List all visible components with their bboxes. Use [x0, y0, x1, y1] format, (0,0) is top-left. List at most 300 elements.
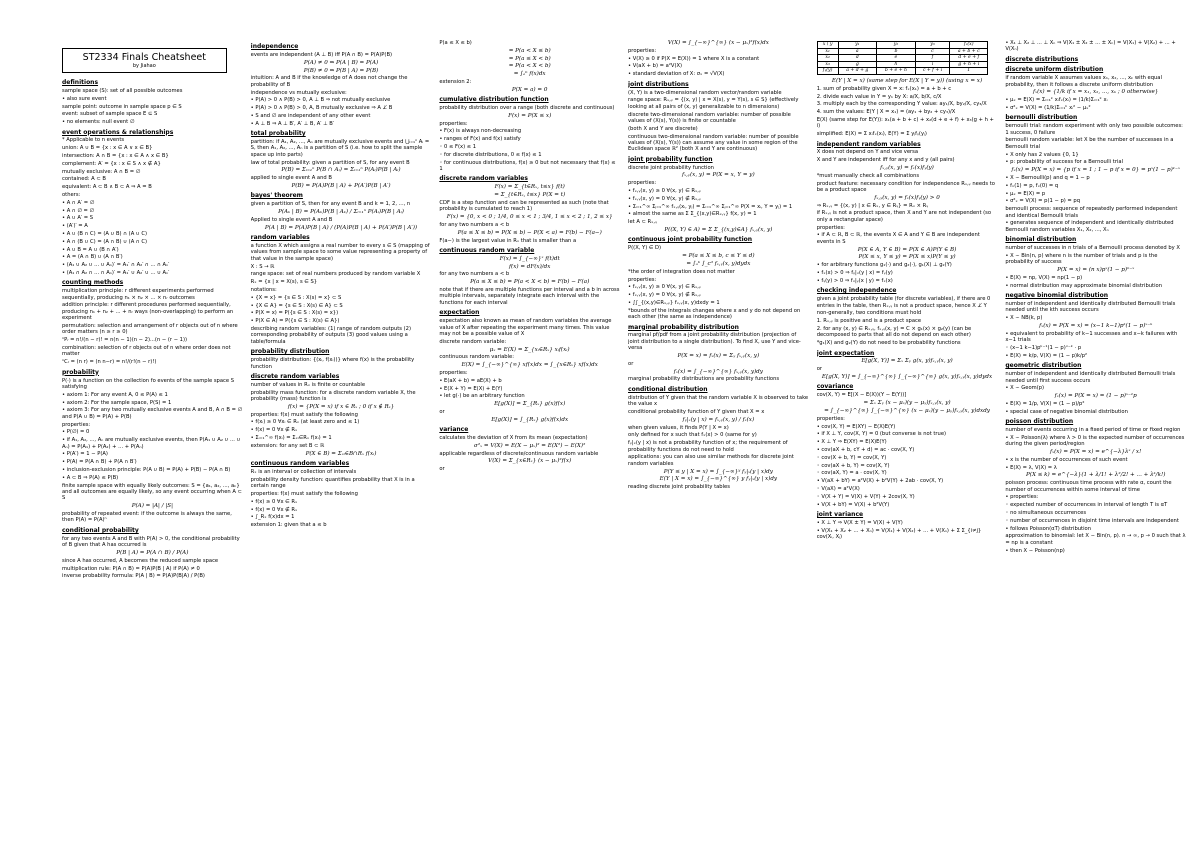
text-line: or [816, 366, 822, 373]
formula: E[g(X)] = ∫_{Rₓ} g(x)f(x)dx [491, 416, 569, 423]
text-line: note that if there are multiple functions per interval and a b in across multiple intervals, separately integrate each interval with the functions for each interval [439, 287, 620, 306]
section [439, 96, 620, 172]
text-line: • X only has 2 values {0, 1} [1005, 151, 1079, 158]
text-line: 2. for any (x, y) ∈ Rₓ,ᵧ, fₓ,ᵧ(x, y) = C × g₁(x) × g₂(y) (can be decomposed to parts that all do not depend on each other) [816, 325, 972, 339]
section [251, 43, 432, 127]
text-line: applications: you can also use similar methods for discrete joint random variables [628, 454, 794, 467]
table-cell: x₂ [817, 55, 838, 62]
formula: F(x) = ∫_{−∞}ˣ f(t)dt [499, 255, 560, 262]
formula: P((X, Y) ∈ A) = Σ Σ_{(x,y)∈A} fₓ,ᵧ(x, y) [664, 227, 773, 233]
table-cell: g [838, 61, 877, 68]
formula: E[g(X, Y)] = Σₓ Σᵧ g(x, y)fₓ,ᵧ(x, y) [861, 358, 953, 365]
text-line: • σ²ₓ = V(X) = (1/k)Σᵢ₌₁ᵏ xᵢ² − μₓ² [1005, 104, 1091, 111]
column-1-sections [62, 79, 243, 580]
section-title: discrete random variables [250, 372, 340, 380]
text-line: ⇒ Rₓ,ᵧ = {(x, y) | x ∈ Rₓ, y ∈ Rᵧ} = Rₓ × Rᵧ [816, 202, 929, 209]
column-6 [1005, 40, 1186, 841]
text-line: or [439, 466, 445, 473]
column-2 [251, 40, 432, 841]
text-line: • follows Poisson(αT) distribution [1005, 525, 1091, 532]
text-line: • X ∼ Geom(p) [1005, 385, 1045, 392]
text-line: ◦ V(X + Y) = V(X) + V(Y) + 2cov(X, Y) [816, 493, 915, 500]
text-line: only defined for x such that fₓ(x) > 0 (same for y) [628, 432, 757, 439]
table-cell: y₁ [838, 42, 877, 49]
formula: P(X = a) = 0 [511, 86, 548, 93]
text-line: reading discrete joint probability tables [628, 484, 730, 491]
formula: fₓ(x) = {1/k if x = x₁, x₂, ..., xₖ ; 0 otherwise} [1033, 89, 1159, 96]
section [251, 348, 432, 370]
section [251, 192, 432, 231]
column-6-sections [1005, 40, 1186, 554]
formula: P(X ∈ B) = Σₓᵢ∈B∩Rₓ f(xᵢ) [305, 450, 377, 457]
section-title: joint expectation [816, 349, 875, 357]
text-line: product feature: necessary condition for independence Rₓ,ᵧ needs to be a product space [816, 180, 995, 194]
text-line: • V(aX + b) = a²V(X) [628, 63, 683, 70]
text-line: simplified: E(X) = Σ xᵢfₓ(xᵢ), E(Y) = Σ yⱼfᵧ(yⱼ) [816, 131, 927, 138]
table-cell: d + e + f [950, 55, 988, 62]
text-line: number of values in Rₓ is finite or countable [250, 381, 366, 388]
section [62, 279, 243, 365]
section-title: expectation [439, 309, 480, 317]
table-cell: c + f + i [915, 68, 950, 75]
column-3-sections [439, 40, 620, 473]
text-line: • A ∩ A′ = ∅ [62, 199, 95, 206]
formula: fₓ(x) = P(X = x) = (x−1 k−1)pᵏ(1 − p)ˣ⁻ᵏ [1039, 323, 1153, 330]
text-line: • Σᵢ₌₁^∞ f(xᵢ) = Σₓᵢ∈Rₓ f(xᵢ) = 1 [250, 435, 332, 442]
section [1005, 362, 1186, 415]
section [628, 386, 809, 491]
text-line: • x is the number of occurrences of such event [1005, 456, 1128, 463]
text-line: • V(X₁ + X₂ + ... + Xₙ) = V(X₁) + V(X₂) + ... + V(Xₙ) + Σ Σ_{i≠j} cov(Xᵢ, Xⱼ) [816, 527, 982, 541]
section-title: marginal probability distribution [628, 323, 739, 331]
column-5 [817, 40, 998, 841]
formula: P(X ≤ k) = e^{−λ}(1 + λ/1! + λ²/2! + ... + λᵏ/k!) [1026, 472, 1166, 479]
text-line: partition: if A₁, A₂, ..., Aₙ are mutually exclusive events and ⋃ᵢ₌₁ⁿ Aᵢ = S, then A₁, A₂, ..., Aₙ is a partition of S (i.e. how to split the sample space up into parts) [250, 139, 430, 158]
text-line: properties: f(x) must satisfy the following [250, 411, 358, 418]
section [62, 369, 243, 524]
formula: P(Y ≤ y | X = x) = ∫_{−∞}ʸ fᵧ|ₓ(y | x)dy [663, 468, 773, 475]
text-line: non-generally, two conditions must hold [816, 310, 922, 317]
text-line: • properties: [1005, 494, 1039, 501]
section [628, 236, 809, 320]
table-row [817, 61, 988, 68]
text-line: 2. divide each value in Y = y₁ by X: a/X, b/X, c/X [816, 93, 942, 100]
formula: P(a ≤ X ≤ b) = P(X ≤ b) − P(X < a) = F(b) − F(a−) [457, 229, 602, 236]
formula: P(A | B) = P(A)P(B | A) / (P(A)P(B | A) + P(A′)P(B | A′)) [264, 224, 418, 231]
text-line: ◦ number of occurrences in disjoint time intervals are independent [1005, 517, 1179, 524]
table-cell: d [838, 55, 877, 62]
section-title: continuous random variables [250, 460, 350, 468]
text-line: poisson process: continuous time process with rate α, count the number of occurrences within some interval of time [1005, 480, 1172, 493]
text-line: since A has occurred, A becomes the reduced sample space [62, 557, 219, 564]
section-title: discrete random variables [439, 175, 528, 183]
text-line: • P(A) = P(A ∩ B) + P(A ∩ B′) [62, 459, 137, 466]
formula: = ∫ₐᵇ ∫_cᵈ fₓ,ᵧ(x, y)dydx [686, 260, 751, 267]
text-line: intuition: A and B if the knowledge of A does not change the probability of B [250, 75, 408, 88]
text-line: • fₓ,ᵧ(x, y) ≥ 0 ∀(x, y) ∈ Rₓ,ᵧ [628, 188, 701, 195]
text-line: • generates sequence of independent and identically distributed Bernoulli random variables X₁, X₂, ..., Xₙ [1005, 220, 1174, 233]
text-line: • E(aX + b) = aE(X) + b [439, 377, 502, 384]
formula: μₓ = E(X) = Σ_{xᵢ∈Rₓ} xᵢf(xᵢ) [489, 346, 570, 353]
formula: fₓ,ᵧ(x, y) = P(X = x, Y = y) [682, 172, 755, 179]
text-line: 1. Rₓ,ᵧ is positive and is a product space [816, 318, 922, 325]
text-line: multiplication principle: r different experiments performed sequentially, producing n₁ × n₂ × ... × nᵣ outcomes [62, 288, 214, 301]
section-title: geometric distribution [1005, 362, 1082, 370]
table-row [817, 68, 988, 75]
text-line: • A ⊥ B ⇒ A ⊥ B′, A′ ⊥ B, A′ ⊥ B′ [250, 120, 335, 127]
formula: P(B) ≠ 0 ⇒ P(B | A) = P(B) [303, 67, 379, 74]
title-box [62, 48, 227, 73]
formula: fᵧ|ₓ(y | x) = fₓ,ᵧ(x, y) / fₓ(x) [682, 416, 755, 423]
text-line: Rₓ = {x | x = X(s), s ∈ S} [250, 279, 318, 286]
formula: E[g(X)] = Σ_{Rₓ} g(x)f(x) [494, 401, 566, 408]
formula: E[g(X, Y)] = ∫_{−∞}^{∞} ∫_{−∞}^{∞} g(x, y)fₓ,ᵧ(x, y)dydx [821, 374, 993, 381]
text-line: • X ⊥ Y ⇒ V(X ± Y) = V(X) + V(Y) [816, 519, 903, 526]
text-line: inverse probability formula: P(A | B) = P(A)P(B|A) / P(B) [62, 573, 205, 580]
text-line: • ranges of F(x) and f(x) satisfy [439, 136, 521, 143]
table-cell: y₃ [915, 42, 950, 49]
section [628, 156, 809, 234]
section [817, 350, 998, 381]
text-line: • σ²ₓ = V(X) = p(1 − p) = pq [1005, 198, 1080, 205]
section [1005, 418, 1186, 554]
text-line: fᵧ|ₓ(y | x) is not a probability function of x; the requirement of probability functions do not need to hold [628, 440, 788, 453]
text-line: bernoulli process: sequence of repeatedly performed independent and identical Bernoulli trials [1005, 206, 1178, 219]
text-line: • fₓ,ᵧ(x, y) = 0 ∀(x, y) ∉ Rₓ,ᵧ [628, 292, 701, 299]
section [62, 129, 243, 277]
section [628, 81, 809, 153]
text-line: properties: [628, 276, 657, 283]
text-line: • p: probability of success for a Bernoulli trial [1005, 159, 1124, 166]
table-row [817, 55, 988, 62]
section-title: event operations & relationships [62, 128, 174, 136]
table-cell: 1 [950, 68, 988, 75]
text-line: number of successes in n trials of a Bernoulli process denoted by X [1005, 245, 1180, 252]
text-line: for any two events A and B with P(A) > 0, the conditional probability of B given that A has occurred is [62, 535, 240, 549]
text-line: ◦ no simultaneous occurrences [1005, 510, 1087, 517]
text-line: • S and ∅ are independent of any other event [250, 112, 371, 119]
text-line: • cov(aX + b, cY + d) = ac · cov(X, Y) [816, 446, 915, 453]
table-cell: b [877, 48, 916, 55]
text-line: • P(A) > 0 ∧ P(B) > 0, A, B mutually exclusive ⇒ A ⊥̸ B [250, 105, 393, 112]
text-line: • A = (A ∩ B) ∪ (A ∩ B′) [62, 254, 123, 261]
column-4-sections [628, 40, 809, 491]
text-line: • fₓ(1) = p, fₓ(0) = q [1005, 182, 1059, 189]
text-line: a function X which assigns a real number to every s ∈ S (mapping of values from sample space to some value representing a property of that value in the sample space) [250, 243, 430, 262]
text-line: event: subset of sample space E ⊆ S [62, 111, 158, 118]
text-line: ◦ for continuous distributions, f(x) ≥ 0 but not necessary that f(x) ≤ 1 [439, 159, 616, 173]
text-line: • then X ∼ Poisson(np) [1005, 547, 1065, 554]
text-line: addition principle: r different procedures performed sequentially, producing n₁ + n₂ + ... + nᵣ ways (non-overlapping) to perform an experiment [62, 302, 234, 322]
section [1005, 292, 1186, 359]
section-title: joint probability function [628, 155, 713, 163]
text-line: • fₓ(x) > 0 ⇒ fᵧ|ₓ(y | x) = fᵧ(y) [816, 270, 893, 277]
table-cell: c [915, 48, 950, 55]
text-line: • μₓ = E(X) = Σᵢ₌₁ᵏ xᵢfₓ(xᵢ) = (1/k)Σᵢ₌₁ᵏ xᵢ [1005, 97, 1108, 104]
formula: P(X ≤ x, Y ≤ y) = P(X ≤ x)P(Y ≤ y) [858, 254, 956, 261]
text-line: • A ∩ ∅ = ∅ [62, 207, 95, 214]
formula: = ∫ₐᵇ f(x)dx [513, 71, 546, 78]
text-line: • if A ⊂ ℝ, B ⊂ ℝ, the events X ∈ A and Y ∈ B are independent events in S [816, 232, 980, 245]
text-line: law of total probability: given a partition of S, for any event B [250, 159, 410, 166]
section [628, 40, 809, 78]
text-line: • f(x) = 0 ∀x ∉ Rₓ [250, 427, 298, 434]
text-line: properties: [628, 47, 657, 54]
joint-probability-table [817, 41, 989, 75]
section-title: probability distribution [250, 348, 330, 356]
text-line: • E(X) = k/p, V(X) = (1 − p)k/p² [1005, 352, 1088, 359]
section [251, 130, 432, 189]
text-line: (X, Y) is a two-dimensional random vector/random variable [628, 89, 782, 96]
section-title: bernoulli distribution [1005, 114, 1078, 122]
section-title: joint distributions [628, 80, 689, 88]
formula: F(x) = {0, x < 0 ; 1/4, 0 ≤ x < 1 ; 3/4, 1 ≤ x < 2 ; 1, 2 ≤ x} [446, 214, 613, 221]
text-line: approximation to binomial: let X ∼ Bin(n, p). n → ∞, p → 0 such that λ = np is a constant [1005, 533, 1186, 546]
text-line: probability distribution over a range (both discrete and continuous) [439, 105, 615, 112]
formula: fₓ(x) = P(X = x) = e^{−λ}λˣ / x! [1050, 449, 1142, 456]
text-line: 4. sum the values: E(Y | X = x₁) = (ay₁ + by₂ + cy₃)/X [816, 109, 956, 116]
text-line: 3. multiply each by the corresponding Y value: ay₁/X, by₂/X, cy₃/X [816, 101, 987, 108]
text-line: E(X) (same step for E(Y)): x₁(a + b + c) + x₂(d + e + f) + x₃(g + h + i) [816, 116, 994, 130]
formula: F(x) = P(X ≤ x) [508, 112, 552, 119]
text-line: • f(x) = 0 ∀x ∉ Rₓ [250, 506, 298, 513]
text-line: range space: Rₓ,ᵧ = {(x, y) | x = X(s), y = Y(s), s ∈ S} (effectively looking at all pairs of (x, y) generalizable to n dimensions) [628, 97, 799, 110]
section-title: variance [439, 426, 469, 434]
text-line: probability density function: quantifies probability that X is in a certain range [250, 476, 415, 490]
text-line: expectation also known as mean of random variables the average value of X after repeating the experiment many times. This value may not be a possible value of X [439, 318, 612, 338]
text-line: equivalent: A ⊂ B ∧ B ⊂ A ⇒ A = B [62, 184, 152, 191]
text-line: • Σᵢ₌₁^∞ Σⱼ₌₁^∞ fₓ,ᵧ(xᵢ, yⱼ) = Σᵢ₌₁^∞ Σⱼ₌₁^∞ P(X = xᵢ, Y = yⱼ) = 1 [628, 203, 793, 210]
section [817, 511, 998, 541]
table-cell: x₃ [817, 61, 838, 68]
text-line: mutually exclusive: A ∩ B = ∅ [62, 168, 141, 175]
section-title: joint variance [816, 510, 864, 518]
text-line: finite sample space with equally likely outcomes: S = {a₁, a₂, ..., aₖ} and all outcomes are equally likely, so any event occurring when A ⊂ S [62, 482, 242, 502]
text-line: ◦ (x−1 k−1)pᵏ⁻¹(1 − p)ˣ⁻ᵏ · p [1005, 345, 1082, 352]
formula: E(Y | X = x) = ∫_{−∞}^{∞} y fᵧ|ₓ(y | x)dy [659, 476, 778, 483]
table-row [817, 48, 988, 55]
text-line: • X ∼ NB(k, p) [1005, 315, 1043, 322]
text-line: • P(A) > 0 ∧ P(B) > 0, A ⊥ B ⇒ not mutually exclusive [250, 97, 391, 104]
text-line: • if A₁, A₂, ..., Aₙ are mutually exclusive events, then P(A₁ ∪ A₂ ∪ ... ∪ Aₙ) = P(A₁) + P(A₂) + ... + P(Aₙ) [62, 437, 241, 450]
section [439, 309, 620, 423]
formula: fₓ(x) = P(X = x) = (1 − p)ˣ⁻¹p [1054, 393, 1137, 400]
formula: P(a ≤ X ≤ b) = P(a < X < b) = F(b) − F(a) [470, 279, 590, 286]
section [439, 175, 620, 244]
text-line: ◦ 0 ≤ F(x) ≤ 1 [439, 144, 477, 151]
section-title: checking independence [816, 287, 897, 295]
text-line: • V(aX + bY) = a²V(X) + b²V(Y) + 2ab · cov(X, Y) [816, 478, 944, 485]
text-line: X : S → ℝ [250, 263, 275, 270]
text-line: bernoulli trial: random experiment with only two possible outcomes: 1 success, 0 failure [1005, 123, 1183, 136]
table-cell: i [915, 61, 950, 68]
text-line: number of independent and identically distributed Bernoulli trials needed until the kth success occurs [1005, 301, 1176, 314]
text-line: • cov(X, Y) = E(XY) − E(X)E(Y) [816, 423, 896, 430]
formula: f(x) = dF(x)/dx [508, 263, 551, 270]
text-line: • almost the same as Σ Σ_{(x,y)∈Rₓ,ᵧ} f(x, y) = 1 [628, 211, 757, 218]
text-line: • f(xᵢ) ≥ 0 ∀xᵢ ∈ Rₓ (at least zero and ≤ 1) [250, 419, 360, 426]
table-cell: fᵧ(y) [817, 68, 838, 75]
text-line: • (A₁ ∩ A₂ ∩ ... ∩ Aₙ)′ = A₁′ ∪ A₂′ ∪ ... ∪ Aₙ′ [62, 269, 170, 276]
text-line: describing random variables: (1) range of random outputs (2) corresponding probability of outputs (3) good values using a table/formula [250, 326, 412, 345]
text-line: • X ∼ Bernoulli(p) and q = 1 − p [1005, 175, 1090, 182]
section [439, 247, 620, 306]
text-line: probability mass function: for a discrete random variable X, the probability (mass) function is [250, 389, 416, 403]
section-title: cumulative distribution function [439, 96, 549, 104]
text-line: extension 2: [439, 78, 472, 85]
formula: P(X ∈ A, Y ∈ B) = P(X ∈ A)P(Y ∈ B) [857, 246, 957, 253]
section [628, 324, 809, 383]
text-line: • ∫_Rₓ f(x)dx = 1 [250, 514, 295, 521]
text-line: notations: [250, 287, 277, 294]
text-line: • no elements: null event ∅ [62, 119, 135, 126]
table-cell: a [838, 48, 877, 55]
text-line: permutation: selection and arrangement of r objects out of n where order matters (n ≥ r ≥ 0) [62, 323, 238, 336]
section-title: probability [62, 368, 99, 376]
text-line: • V(X + bY) = V(X) + b²V(Y) [816, 501, 890, 508]
section [1005, 66, 1186, 111]
text-line: • special case of negative binomial distribution [1005, 408, 1128, 415]
text-line: ⁿPᵣ = n!/(n − r)! = n(n − 1)(n − 2)...(n − (r − 1)) [62, 337, 188, 344]
section-title: poisson distribution [1005, 418, 1074, 426]
text-line: properties: f(x) must satisfy the following [250, 490, 358, 497]
text-line: ◦ V(aX) = a²V(X) [816, 485, 860, 492]
section [251, 373, 432, 457]
section [439, 426, 620, 473]
table-cell: h [877, 61, 916, 68]
text-line: • P(∅) = 0 [62, 429, 90, 436]
formula: fₓ,ᵧ(x, y) = fₓ(x)fᵧ(y) > 0 [874, 194, 940, 201]
section-title: total probability [250, 130, 306, 138]
table-cell: a + b + c [950, 48, 988, 55]
formula: = P(a < X < b) [508, 63, 551, 70]
text-line: discrete two-dimensional random variable: number of possible values of (X(s), Y(s)) is finite or countable [628, 111, 791, 124]
text-line: *the order of integration does not matter [628, 268, 735, 275]
formula: F(x) = Σ_{t∈Rₓ, t≤x} f(t) [494, 184, 565, 191]
table-cell: f [915, 55, 950, 62]
text-line: given a partition of S, then for any event B and k = 1, 2, ..., n [250, 201, 411, 208]
column-3 [439, 40, 620, 841]
text-line: applied to single event A and B [250, 175, 332, 182]
text-line: conditional probability function of Y given that X = x [628, 408, 765, 415]
text-line: for any two numbers a < b [439, 221, 510, 228]
text-line: *must manually check all combinations [816, 172, 920, 179]
text-line: if Rₓ,ᵧ is not a product space, then X and Y are not independent (so only a rectangular space) [816, 210, 992, 223]
text-line: * Applicable to n events [62, 137, 125, 144]
text-line: properties: [816, 415, 845, 422]
text-line: calculates the deviation of X from its mean (expectation) [439, 435, 588, 442]
text-line: discrete joint probability function [628, 164, 714, 171]
text-line: • A ⊂ B ⇒ P(A) ≤ P(B) [62, 474, 119, 481]
page-title: ST2334 Finals Cheatsheet [82, 52, 206, 63]
text-line: others: [62, 191, 81, 198]
text-line: marginal probability distributions are probability functions [628, 376, 780, 383]
table-cell: x₁ [817, 48, 838, 55]
text-line: • {X ∈ A} = {s ∈ S : X(s) ∈ A} ⊂ S [250, 302, 343, 309]
text-line: *bounds of the integrals changes where x and y do not depend on each other (the same as independence) [628, 307, 801, 321]
text-line: • A ∪ A′ = S [62, 215, 94, 222]
text-line: discrete random variable: [439, 338, 507, 345]
text-line: ◦ cov(aX, Y) = a · cov(X, Y) [816, 470, 887, 477]
section-title: independence [250, 43, 299, 50]
section [62, 527, 243, 580]
text-line: • normal distribution may approximate binomial distribution [1005, 282, 1162, 289]
table-cell: fₓ(x) [950, 42, 988, 49]
text-line: • E(X) = λ, V(X) = λ [1005, 464, 1057, 471]
text-line: range space: set of real numbers produced by random variable X [250, 271, 421, 278]
table-row [817, 42, 988, 49]
text-line: properties: [62, 421, 91, 428]
text-line: independence vs mutually exclusive: [250, 89, 347, 96]
text-line: • A ∪ B = A ∪ (B ∩ A′) [62, 246, 119, 253]
formula: V(X) = ∫_{−∞}^{∞} (x − μₓ)²f(x)dx [667, 40, 769, 46]
text-line: X and Y are independent iff for any x and y (all pairs) [816, 157, 955, 164]
section-title: bayes' theorem [250, 192, 303, 200]
section [817, 287, 998, 346]
section-title: random variables [250, 234, 310, 242]
formula: σ²ₓ = V(X) = E(X − μₓ)² = E(X²) − E(X)² [474, 442, 586, 449]
text-line: sample space (S): set of all possible outcomes [62, 87, 183, 94]
formula: f(x) = {P(X = x) if x ∈ Rₓ ; 0 if x ∉ Rₓ} [287, 403, 395, 410]
text-line: • {X = x} = {s ∈ S : X(s) = x} ⊂ S [250, 294, 342, 301]
text-line: • A ∪ (B ∩ C) = (A ∪ B) ∩ (A ∪ C) [62, 230, 147, 237]
formula: = P(a < X ≤ b) [508, 47, 551, 54]
section [62, 79, 243, 126]
text-line: • X ∼ Poisson(λ) where λ > 0 is the expected number of occurrences during the given period/region [1005, 434, 1185, 448]
text-line: • fₓ,ᵧ(x, y) = 0 ∀(x, y) ∉ Rₓ,ᵧ [628, 195, 701, 202]
author-line: by Jiahao [132, 63, 156, 69]
text-line: multiplication rule: P(A ∩ B) = P(A)P(B | A) if P(A) ≠ 0 [62, 565, 200, 572]
formula: P(Aₖ | B) = P(Aₖ)P(B | Aₖ) / Σᵢ₌₁ⁿ P(Aᵢ)P(B | Aᵢ) [278, 209, 404, 216]
text-line: • (A₁ ∪ A₂ ∪ ... ∪ Aₙ)′ = A₁′ ∩ A₂′ ∩ ... ∩ Aₙ′ [62, 262, 170, 269]
text-line: number of events occurring in a fixed period of time or fixed region [1005, 427, 1181, 434]
text-line: • (A′)′ = A [62, 223, 88, 230]
text-line: probability of repeated event: if the outcome is always the same, then P(A) = P(A)ⁿ [62, 510, 232, 524]
text-line: when given values, it finds P(Y | X = x) [628, 424, 729, 431]
text-line: • X₁ ⊥ X₂ ⊥ ... ⊥ Xₙ ⇒ V(X₁ ± X₂ ± ... ± Xₙ) = V(X₁) + V(X₂) + ... + V(Xₙ) [1005, 40, 1176, 53]
text-line: • E(X + Y) = E(X) + E(Y) [439, 385, 503, 392]
text-line: • standard deviation of X: σₓ = √V(X) [628, 71, 725, 78]
text-line: • μₓ = E(X) = p [1005, 190, 1046, 197]
text-line: number of independent and identically distributed Bernoulli trials needed until first success occurs [1005, 371, 1176, 384]
formula: P(B) = P(A)P(B | A) + P(A′)P(B | A′) [291, 183, 391, 189]
text-line: X does not depend on Y and vice versa [816, 149, 919, 156]
text-line: • P(A′) = 1 − P(A) [62, 451, 108, 458]
section-title: negative binomial distribution [1005, 292, 1108, 300]
text-line: extension 1: given that a ≤ b [250, 522, 327, 529]
section [1005, 114, 1186, 233]
text-line: 1. sum of probability given X = x: fₓ(x₁) = a + b + c [816, 85, 952, 92]
section-title: counting methods [62, 279, 124, 287]
section [817, 141, 998, 285]
formula: P(X = x) = (n x)pˣ(1 − p)ⁿ⁻ˣ [1057, 267, 1135, 274]
text-line: *g₁(X) and g₂(Y) do not need to be probability functions [816, 340, 961, 347]
section [1005, 40, 1186, 53]
text-line: • axiom 1: For any event A, 0 ≤ P(A) ≤ 1 [62, 391, 168, 398]
text-line: properties: [628, 180, 657, 187]
table-cell: y₂ [877, 42, 916, 49]
text-line: if random variable X assumes values x₁, x₂, ..., xₖ with equal probability, then it follows a discrete uniform distribution [1005, 75, 1162, 88]
table-cell: b + e + h [877, 68, 916, 75]
text-line: ◦ cov(aX + b, Y) = cov(X, Y) [816, 462, 890, 469]
formula: = Σ_{t∈Rₓ, t≤x} P(X = t) [494, 192, 566, 199]
text-line: • f(x) ≥ 0 ∀x ∈ Rₓ [250, 498, 298, 505]
section [817, 78, 998, 138]
text-line: • equivalent to probability of k−1 successes and x−k failures with x−1 trials [1005, 330, 1178, 344]
text-line: sample point: outcome in sample space p ∈ S [62, 103, 182, 110]
text-line: extension: for any set B ⊂ ℝ [250, 442, 325, 449]
text-line: • fₓ,ᵧ(x, y) ≥ 0 ∀(x, y) ∈ Rₓ,ᵧ [628, 284, 701, 291]
